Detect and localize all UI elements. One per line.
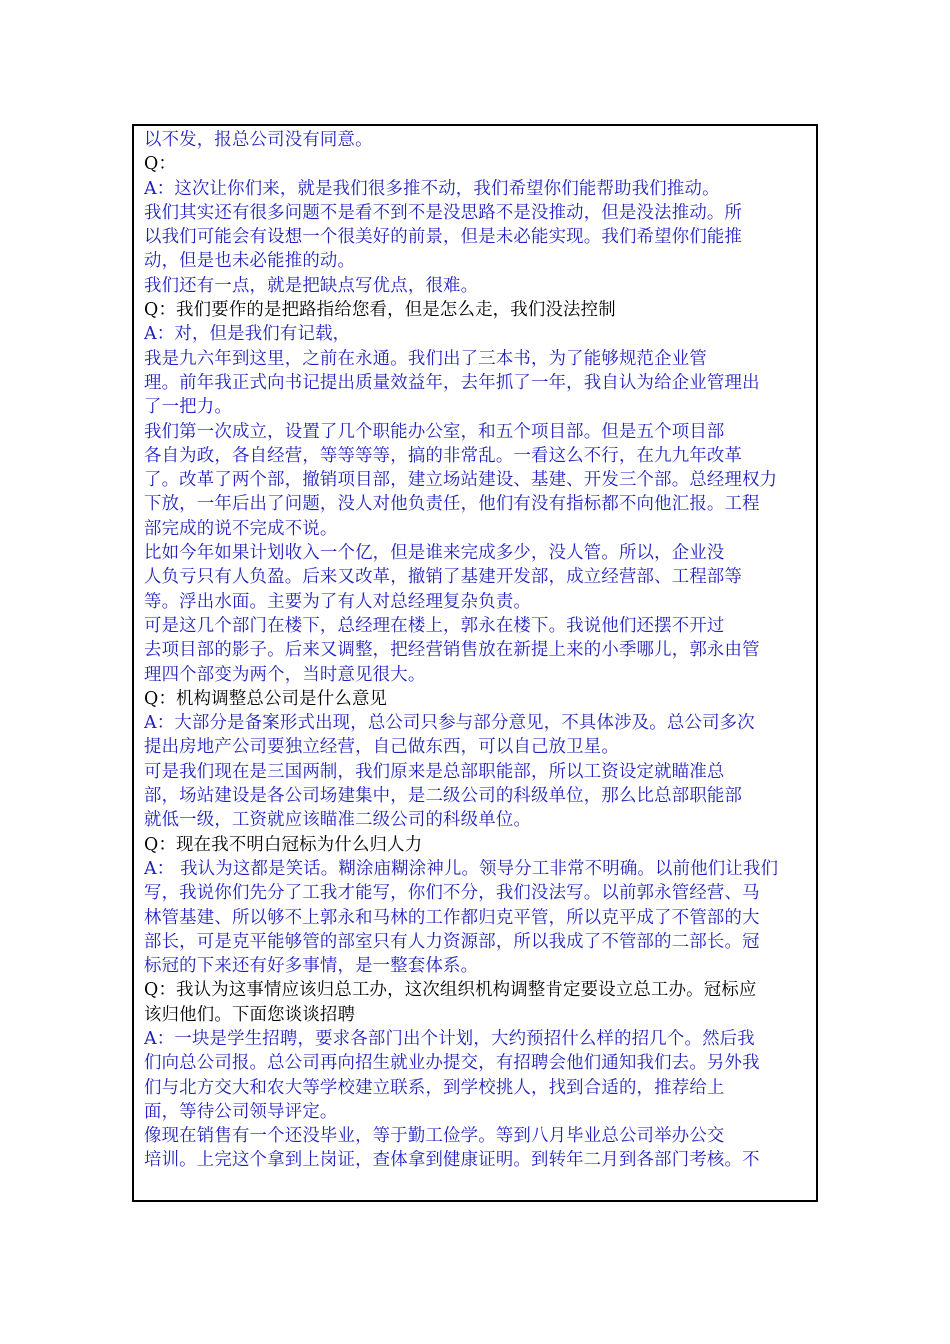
answer-line: 提出房地产公司要独立经营，自己做东西，可以自己放卫星。: [144, 737, 619, 758]
question-line: Q：: [144, 154, 177, 175]
answer-line: 以不发，报总公司没有同意。: [144, 130, 373, 150]
answer-line: 部完成的说不完成不说。: [144, 518, 338, 539]
answer-line: 我是九六年到这里，之前在永通。我们出了三本书，为了能够规范企业管: [144, 348, 707, 369]
answer-line: 了一把力。: [144, 397, 232, 418]
answer-line: 我们还有一点，就是把缺点写优点，很难。: [144, 275, 479, 296]
answer-line: 部，场站建设是各公司场建集中，是二级公司的科级单位，那么比总部职能部: [144, 786, 743, 807]
question-line: Q：我认为这事情应该归总工办，这次组织机构调整肯定要设立总工办。冠标应: [144, 980, 757, 1001]
answer-line: 可是这几个部门在楼下，总经理在楼上，郭永在楼下。我说他们还摆不开过: [144, 615, 725, 636]
interview-transcript-box: [132, 124, 818, 1202]
answer-line: 理四个部变为两个，当时意见很大。: [144, 664, 426, 685]
answer-line: A：一块是学生招聘，要求各部门出个计划，大约预招什么样的招几个。然后我: [144, 1028, 755, 1049]
answer-line: 去项目部的影子。后来又调整，把经营销售放在新提上来的小季哪儿，郭永由管: [144, 640, 760, 661]
answer-line: 我们第一次成立，设置了几个职能办公室，和五个项目部。但是五个项目部: [144, 421, 725, 442]
answer-line: 标冠的下来还有好多事情，是一整套体系。: [144, 956, 479, 977]
answer-line: 我们其实还有很多问题不是看不到不是没思路不是没推动，但是没法推动。所: [144, 202, 743, 223]
answer-line: 等。浮出水面。主要为了有人对总经理复杂负责。: [144, 591, 531, 612]
answer-line: 各自为政，各自经营，等等等等，搞的非常乱。一看这么不行，在九九年改革: [144, 445, 743, 466]
question-line: Q：我们要作的是把路指给您看，但是怎么走，我们没法控制: [144, 300, 616, 321]
answer-line: 们向总公司报。总公司再向招生就业办提交，有招聘会他们通知我们去。另外我: [144, 1053, 760, 1074]
answer-line: 就低一级，工资就应该瞄准二级公司的科级单位。: [144, 810, 531, 831]
answer-line: 了。改革了两个部，撤销项目部，建立场站建设、基建、开发三个部。总经理权力: [144, 470, 778, 491]
answer-line: A：这次让你们来，就是我们很多推不动，我们希望你们能帮助我们推动。: [144, 178, 720, 199]
answer-line: 面，等待公司领导评定。: [144, 1101, 338, 1122]
question-line: Q：机构调整总公司是什么意见: [144, 688, 388, 709]
answer-line: 们与北方交大和农大等学校建立联系，到学校挑人，找到合适的，推荐给上: [144, 1077, 725, 1098]
answer-line: A：大部分是备案形式出现，总公司只参与部分意见，不具体涉及。总公司多次: [144, 713, 755, 734]
answer-line: 以我们可能会有设想一个很美好的前景，但是未必能实现。我们希望你们能推: [144, 227, 743, 248]
answer-line: 人负亏只有人负盈。后来又改革，撤销了基建开发部，成立经营部、工程部等: [144, 567, 743, 588]
answer-line: 比如今年如果计划收入一个亿，但是谁来完成多少，没人管。所以，企业没: [144, 543, 725, 564]
answer-line: 部长，可是克平能够管的部室只有人力资源部，所以我成了不管部的二部长。冠: [144, 931, 760, 952]
answer-line: 下放，一年后出了问题，没人对他负责任，他们有没有指标都不向他汇报。工程: [144, 494, 760, 515]
answer-line: 培训。上完这个拿到上岗证，查体拿到健康证明。到转年二月到各部门考核。不: [144, 1150, 760, 1171]
answer-line: 可是我们现在是三国两制，我们原来是总部职能部，所以工资设定就瞄准总: [144, 761, 725, 782]
question-line: Q：现在我不明白冠标为什么归人力: [144, 834, 423, 855]
answer-line: 林管基建、所以够不上郭永和马林的工作都归克平管，所以克平成了不管部的大: [144, 907, 760, 928]
answer-line: A： 我认为这都是笑话。糊涂庙糊涂神儿。领导分工非常不明确。以前他们让我们: [144, 858, 779, 879]
answer-line: 像现在销售有一个还没毕业，等于勤工俭学。等到八月毕业总公司举办公交: [144, 1126, 725, 1147]
question-line: 该归他们。下面您谈谈招聘: [144, 1004, 356, 1025]
answer-line: 写，我说你们先分了工我才能写，你们不分，我们没法写。以前郭永管经营、马: [144, 883, 760, 904]
answer-line: 理。前年我正式向书记提出质量效益年，去年抓了一年，我自认为给企业管理出: [144, 372, 760, 393]
answer-line: 动，但是也未必能推的动。: [144, 251, 356, 272]
answer-line: A：对，但是我们有记载，: [144, 324, 351, 345]
